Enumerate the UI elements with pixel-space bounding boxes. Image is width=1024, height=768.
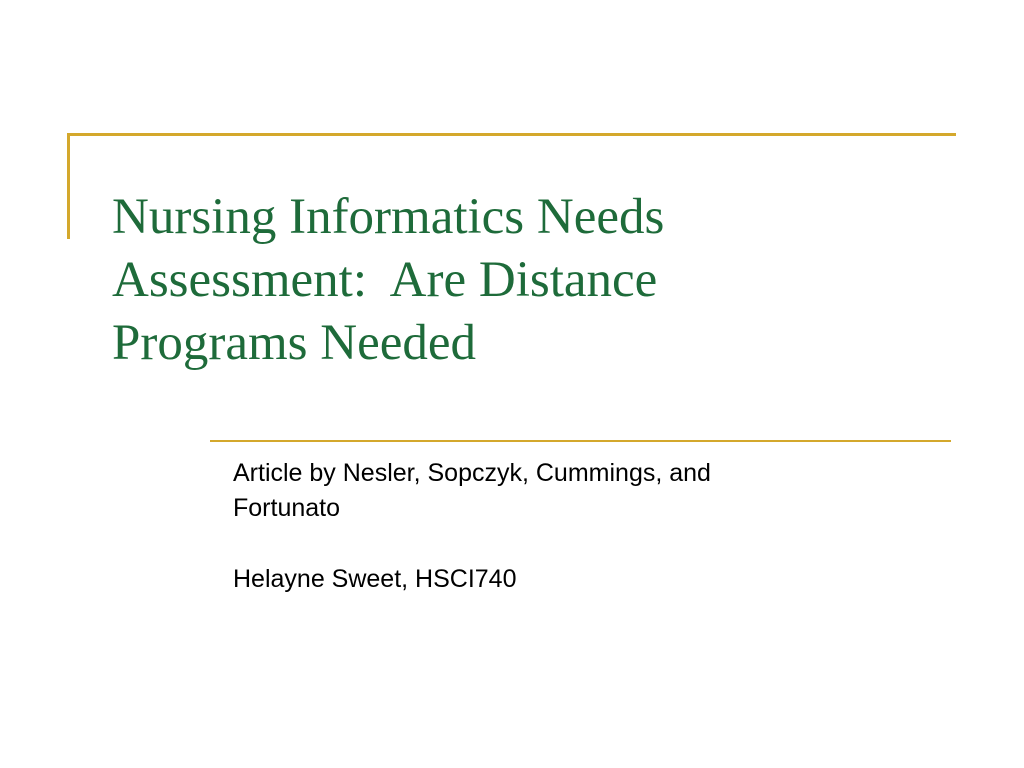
decorative-divider-rule <box>210 440 951 442</box>
article-credit-line-2: Fortunato <box>233 494 341 522</box>
decorative-top-rule <box>67 133 956 136</box>
title-line-1: Nursing Informatics Needs <box>112 189 665 245</box>
presenter-line: Helayne Sweet, HSCI740 <box>233 565 517 593</box>
slide-title <box>112 186 912 375</box>
decorative-left-rule <box>67 133 70 239</box>
title-line-3: Programs Needed <box>112 315 476 371</box>
subtitle-spacer <box>233 526 933 562</box>
slide-subtitle <box>233 456 933 597</box>
title-line-2: Assessment: Are Distance <box>112 252 658 308</box>
article-credit-line-1: Article by Nesler, Sopczyk, Cummings, and <box>233 459 711 487</box>
